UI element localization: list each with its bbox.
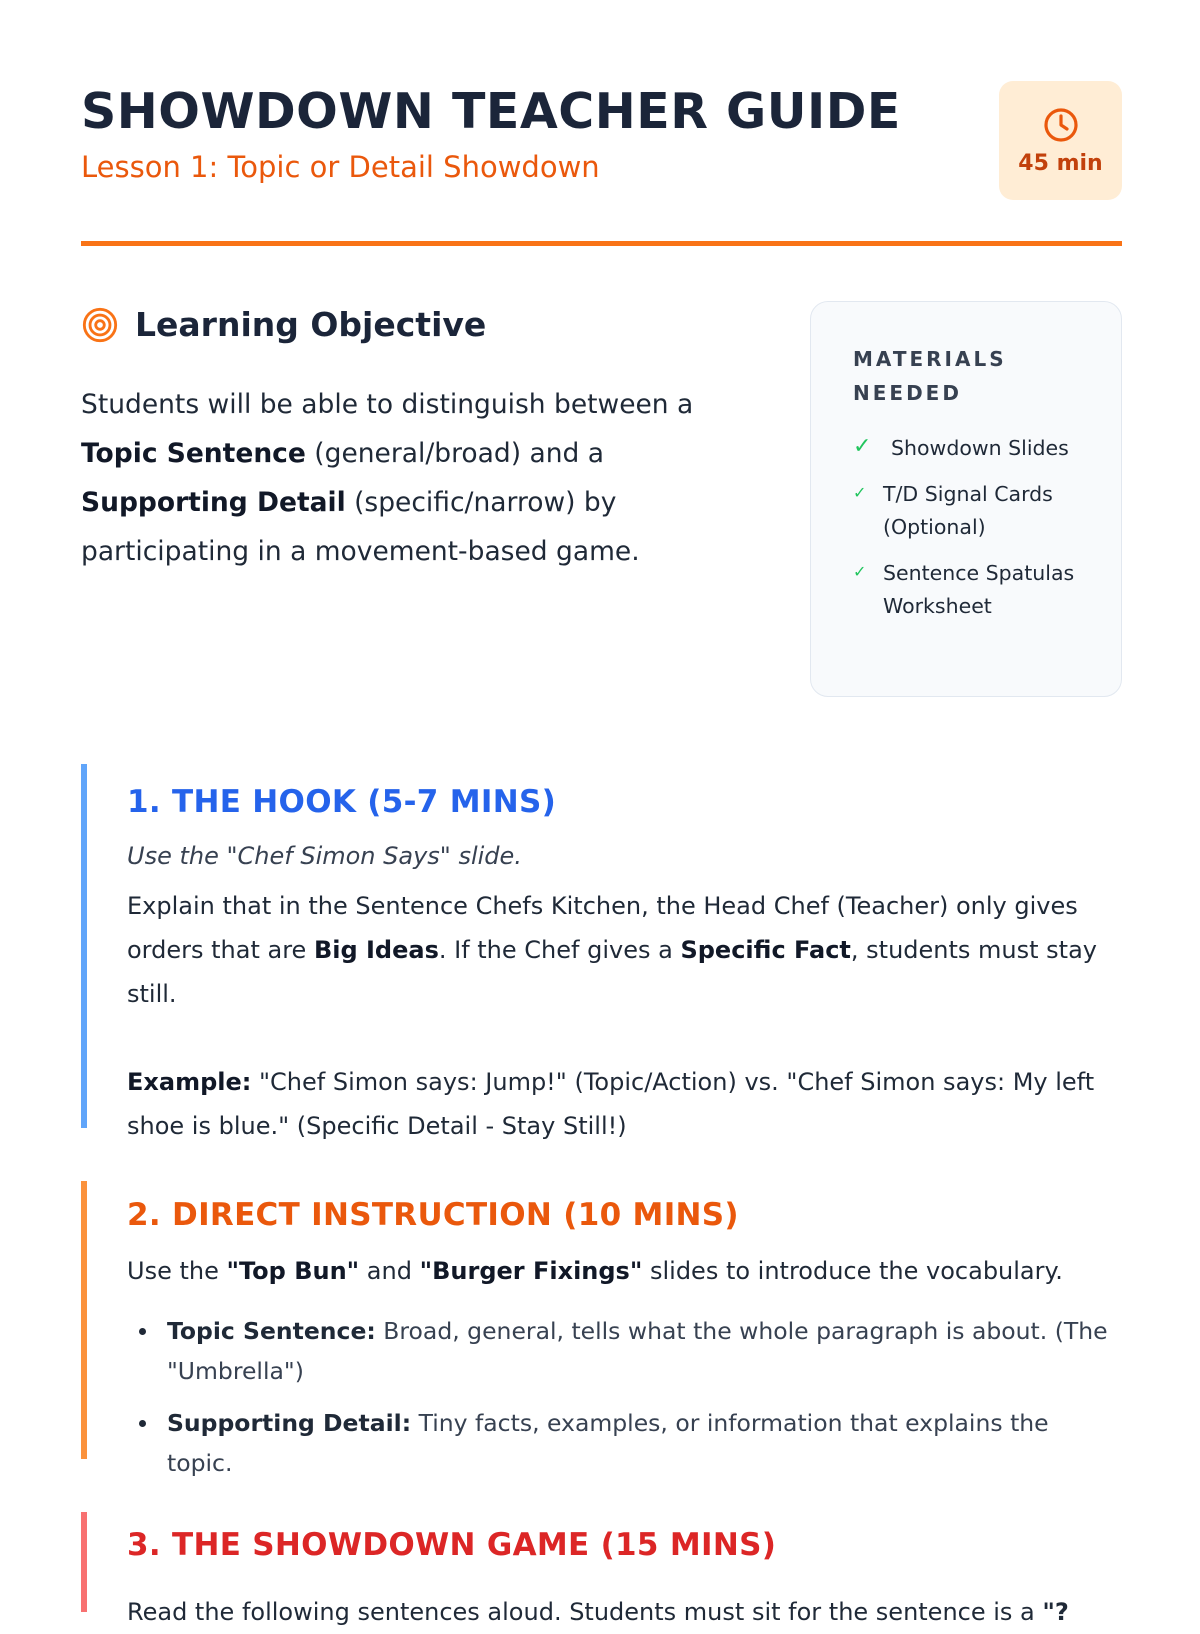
list-item: ✓ Showdown Slides xyxy=(853,434,1069,460)
section-title: 1. THE HOOK (5-7 MINS) xyxy=(127,784,557,820)
header-divider xyxy=(81,241,1122,246)
section-showdown-game xyxy=(81,1512,1122,1626)
section-title: 2. DIRECT INSTRUCTION (10 MINS) xyxy=(127,1197,739,1233)
guide-header xyxy=(81,78,1122,248)
section-paragraph: Use the "Top Bun" and "Burger Fixings" slides to introduce the vocabulary. xyxy=(127,1257,1063,1285)
clock-icon xyxy=(1041,105,1081,145)
lesson-subtitle: Lesson 1: Topic or Detail Showdown xyxy=(81,150,600,184)
section-accent-bar xyxy=(81,764,87,1128)
section-note: Use the "Chef Simon Says" slide. xyxy=(127,842,522,870)
materials-title: MATERIALS NEEDED xyxy=(853,347,1007,405)
section-hook xyxy=(81,764,1122,1140)
check-icon: ✓ xyxy=(853,483,867,502)
duration-text: 45 min xyxy=(1018,151,1103,176)
duration-badge xyxy=(999,81,1122,200)
list-item: Topic Sentence: Broad, general, tells what the whole paragraph is about. (The "Umbrella") xyxy=(167,1311,1117,1391)
section-accent-bar xyxy=(81,1512,87,1612)
check-icon: ✓ xyxy=(853,434,872,459)
section-title: 3. THE SHOWDOWN GAME (15 MINS) xyxy=(127,1527,777,1563)
section-accent-bar xyxy=(81,1181,87,1459)
list-item: ✓ Sentence Spatulas Worksheet xyxy=(853,557,1091,623)
target-icon xyxy=(81,306,119,344)
section-paragraph: Explain that in the Sentence Chefs Kitchen, the Head Chef (Teacher) only gives orders that are Big Ideas. If the Chef gives a Specific Fact, students must stay still. Example: "Chef Simon says: Jump!" (Topic/Action) vs. "Chef Simon says: My left shoe is blue." (Specific Detail - Stay Still!) xyxy=(127,892,1097,1140)
vocabulary-list xyxy=(167,1311,1117,1495)
list-item: Supporting Detail: Tiny facts, examples, or information that explains the topic. xyxy=(167,1403,1117,1483)
objective-heading xyxy=(81,305,486,344)
section-direct-instruction xyxy=(81,1181,1122,1477)
section-paragraph: Read the following sentences aloud. Students must sit for the sentence is a "? xyxy=(127,1598,1069,1626)
objective-title: Learning Objective xyxy=(135,305,487,344)
materials-list xyxy=(853,432,1091,623)
list-item: ✓ T/D Signal Cards (Optional) xyxy=(853,478,1091,544)
page-title: SHOWDOWN TEACHER GUIDE xyxy=(81,83,901,140)
materials-card xyxy=(810,301,1122,697)
check-icon: ✓ xyxy=(853,562,867,581)
example-label: Example: xyxy=(127,1068,252,1096)
objective-text: Students will be able to distinguish between a Topic Sentence (general/broad) and a Supporting Detail (specific/narrow) by participating in a movement-based game. xyxy=(81,389,694,567)
